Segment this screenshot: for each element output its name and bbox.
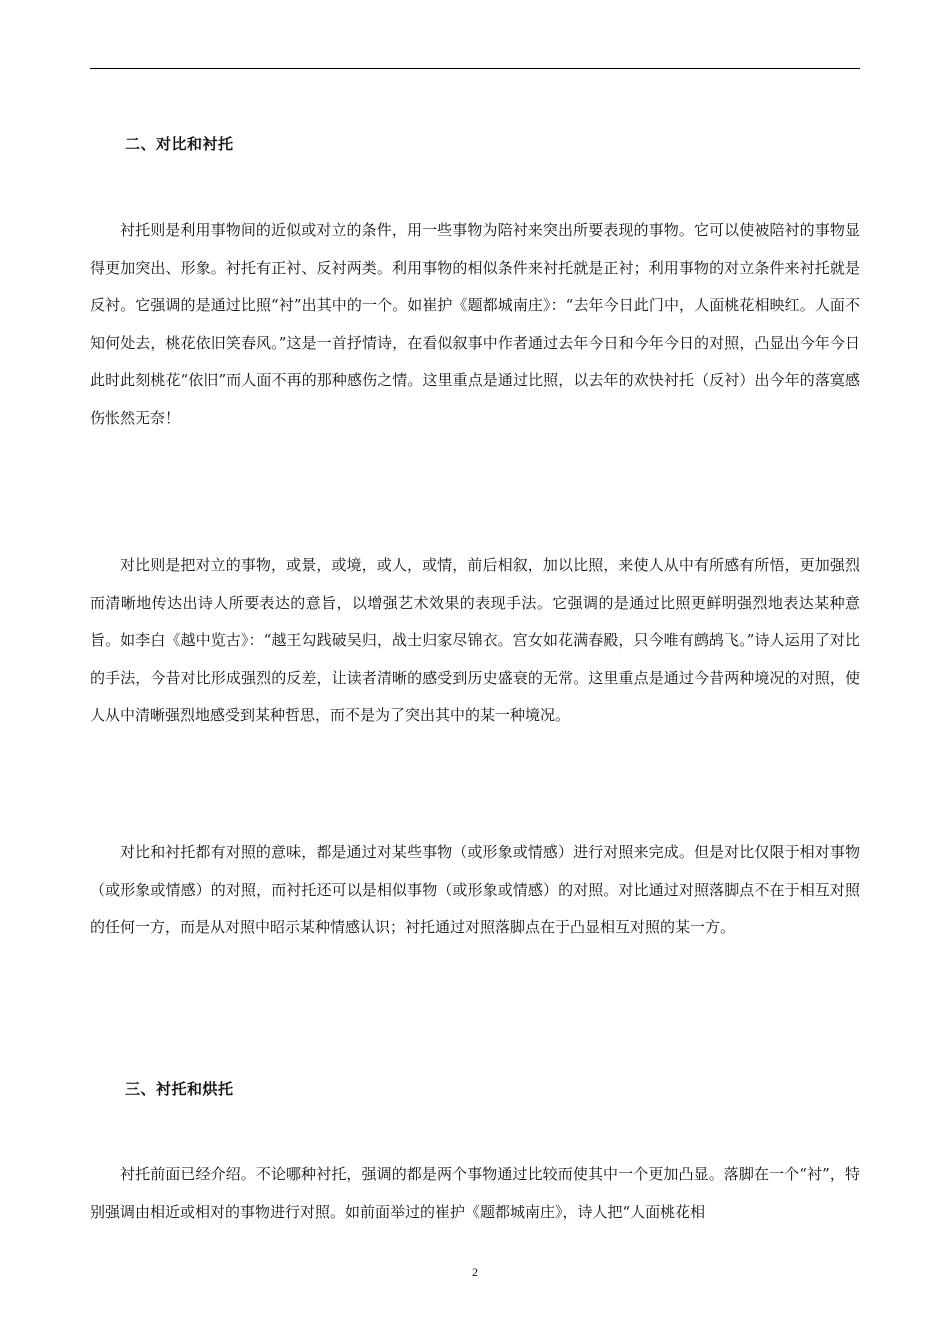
- paragraph-foil-definition: 衬托则是利用事物间的近似或对立的条件，用一些事物为陪衬来突出所要表现的事物。它可以使被陪衬的事物显得更加突出、形象。衬托有正衬、反衬两类。利用事物的相似条件来衬托就是正衬；利用事物的对立条件来衬托就是反衬。它强调的是通过比照“衬”出其中的一个。如崔护《题都城南庄》：“去年今日此门中，人面桃花相映红。人面不知何处去，桃花依旧笑春风。”这是一首抒情诗，在看似叙事中作者通过去年今日和今年今日的对照，凸显出今年今日此时此刻桃花“依旧”而人面不再的那种感伤之情。这里重点是通过比照，以去年的欢快衬托（反衬）出今年的落寞感伤怅然无奈！: [90, 221, 860, 427]
- header-rule: [90, 68, 860, 69]
- paragraph-foil-recap: 衬托前面已经介绍。不论哪种衬托，强调的都是两个事物通过比较而使其中一个更加凸显。落脚在一个“衬”，特别强调由相近或相对的事物进行对照。如前面举过的崔护《题都城南庄》，诗人把“人面桃花相: [90, 1165, 860, 1221]
- section-heading-foil-and-set-off: 三、衬托和烘托: [125, 1080, 234, 1098]
- paragraph-comparison-summary: 对比和衬托都有对照的意味，都是通过对某些事物（或形象或情感）进行对照来完成。但是对比仅限于相对事物（或形象或情感）的对照，而衬托还可以是相似事物（或形象或情感）的对照。对比通过对照落脚点不在于相互对照的任何一方，而是从对照中昭示某种情感认识；衬托通过对照落脚点在于凸显相互对照的某一方。: [90, 843, 860, 936]
- page-number: 2: [472, 1265, 478, 1279]
- section-heading-contrast-and-foil: 二、对比和衬托: [125, 135, 234, 153]
- paragraph-contrast-definition: 对比则是把对立的事物，或景，或境，或人，或情，前后相叙，加以比照，来使人从中有所感有所悟，更加强烈而清晰地传达出诗人所要表达的意旨，以增强艺术效果的表现手法。它强调的是通过比照更鲜明强烈地表达某种意旨。如李白《越中览古》：“越王勾践破吴归，战士归家尽锦衣。宫女如花满春殿，只今唯有鹧鸪飞。”诗人运用了对比的手法，今昔对比形成强烈的反差，让读者清晰的感受到历史盛衰的无常。这里重点是通过今昔两种境况的对照，使人从中清晰强烈地感受到某种哲思，而不是为了突出其中的某一种境况。: [90, 556, 860, 724]
